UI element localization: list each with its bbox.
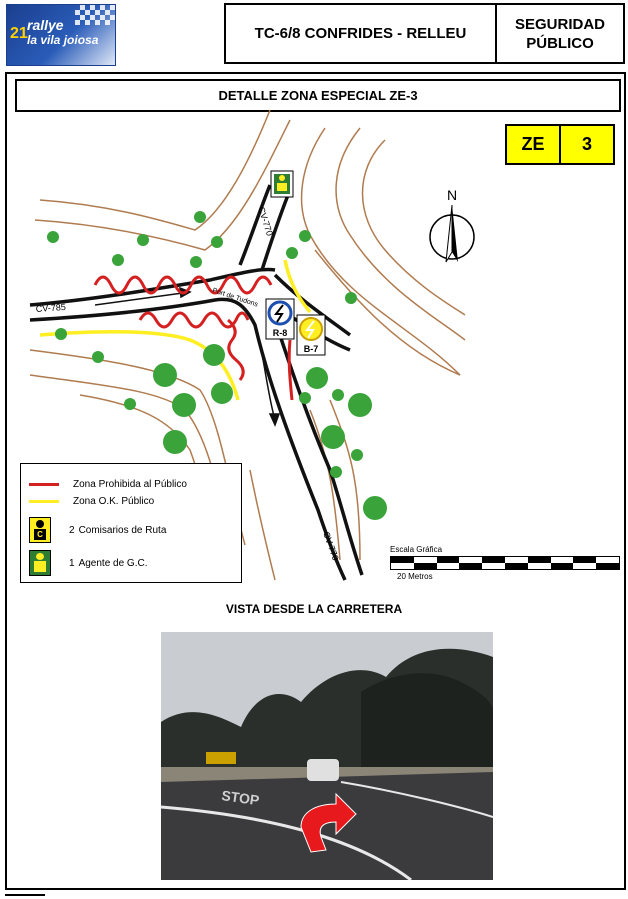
zone-badge-prefix: ZE	[507, 126, 561, 163]
legend-ok-label: Zona O.K. Público	[73, 496, 155, 507]
tree-icon	[299, 392, 311, 404]
tree-icon	[363, 496, 387, 520]
north-compass-icon	[430, 205, 474, 262]
logo-line1: rallye	[27, 17, 64, 33]
tree-icon	[172, 393, 196, 417]
comisario-icon	[29, 517, 51, 543]
bottom-rule	[5, 894, 45, 896]
tree-icon	[47, 231, 59, 243]
compass-letter: N	[446, 187, 458, 203]
photo-road-text: STOP	[220, 787, 261, 809]
section-line2: PÚBLICO	[526, 34, 594, 52]
logo-line2: la vila joiosa	[27, 33, 99, 47]
tree-icon	[163, 430, 187, 454]
arrow-head-icon	[270, 414, 279, 425]
legend-comisarios	[29, 517, 166, 543]
tree-icon	[194, 211, 206, 223]
tree-icon	[190, 256, 202, 268]
tree-icon	[306, 367, 328, 389]
road-label-port: Port de Tudons	[211, 287, 259, 309]
agent-point-icon	[271, 171, 293, 197]
tree-icon	[124, 398, 136, 410]
tree-icon	[299, 230, 311, 242]
tree-icon	[345, 292, 357, 304]
tree-icon	[92, 351, 104, 363]
stage-title-text: TC-6/8 CONFRIDES - RELLEU	[254, 25, 467, 42]
map-legend	[20, 463, 242, 583]
agente-icon	[29, 550, 51, 576]
ok-zone-southwest	[40, 332, 238, 400]
tree-icon	[153, 363, 177, 387]
tree-icon	[137, 234, 149, 246]
photo-sign	[206, 752, 236, 764]
scale-title: Escala Gráfica	[390, 545, 443, 554]
tree-icon	[286, 247, 298, 259]
road-label-cv785: CV-785	[35, 301, 67, 314]
tree-icon	[330, 466, 342, 478]
road-label-cv770-north: CV-770	[256, 205, 275, 238]
legend-comisarios-label: Comisarios de Ruta	[78, 524, 167, 536]
tree-icon	[351, 449, 363, 461]
comisario-letter: C	[34, 529, 46, 540]
contour-line	[40, 110, 270, 230]
prohibited-swatch	[29, 483, 59, 486]
scale-bar	[390, 556, 620, 570]
legend-ok	[29, 496, 154, 507]
ok-swatch	[29, 500, 59, 503]
tree-icon	[203, 344, 225, 366]
tree-icon	[348, 393, 372, 417]
point-b7-label: B-7	[303, 344, 319, 354]
road-photo	[161, 632, 493, 880]
tree-icon	[321, 425, 345, 449]
tree-icon	[332, 389, 344, 401]
photo-road	[161, 772, 493, 880]
prohibited-zone-curve	[228, 320, 243, 380]
tree-icon	[211, 236, 223, 248]
zone-badge-number: 3	[581, 134, 592, 154]
legend-agente-count: 1	[69, 557, 75, 569]
legend-comisarios-count: 2	[69, 524, 75, 536]
direction-arrow	[95, 292, 190, 305]
contour-line	[250, 470, 275, 580]
tree-icon	[211, 382, 233, 404]
road-label-cv770-south: CV-770	[321, 530, 341, 562]
tree-icon	[55, 328, 67, 340]
point-r8-label: R-8	[272, 328, 288, 338]
legend-prohibited-label: Zona Prohibida al Público	[73, 479, 187, 490]
tree-icon	[112, 254, 124, 266]
photo-car	[307, 759, 339, 781]
legend-agente-label: Agente de G.C.	[78, 557, 148, 569]
detail-title-text: DETALLE ZONA ESPECIAL ZE-3	[218, 88, 418, 103]
legend-prohibited	[29, 479, 187, 490]
scale-distance: 20 Metros	[397, 572, 433, 581]
logo-number: 21	[10, 25, 28, 42]
legend-agente	[29, 550, 148, 576]
section-line1: SEGURIDAD	[514, 15, 605, 33]
photo-trees-dark	[361, 673, 493, 782]
direction-arrow	[258, 335, 275, 420]
vista-title: VISTA DESDE LA CARRETERA	[225, 602, 403, 616]
